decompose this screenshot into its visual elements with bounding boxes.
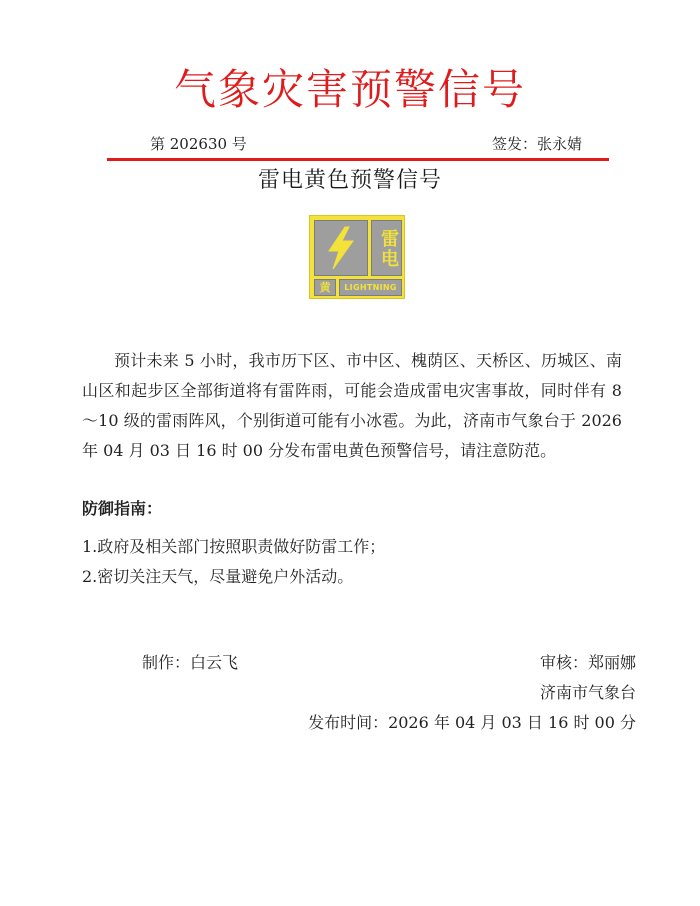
signer-line: 签发：张永婧 (491, 135, 582, 153)
icon-cn-label: 雷电 (371, 220, 402, 276)
document-title: 气象灾害预警信号 (173, 65, 526, 114)
guide-heading: 防御指南： (82, 499, 163, 518)
document-number: 第 202630 号 (150, 135, 247, 153)
guide-item: 1.政府及相关部门按照职责做好防雷工作； (82, 537, 386, 556)
icon-en-label: LIGHTNING (339, 279, 402, 296)
lightning-icon (321, 225, 361, 271)
bolt-panel (314, 220, 368, 276)
issue-time-line: 发布时间：2026 年 04 月 03 日 16 时 00 分 (308, 713, 636, 732)
guide-item: 2.密切关注天气，尽量避免户外活动。 (82, 567, 354, 586)
reviewer-line: 审核：郑丽娜 (539, 653, 636, 672)
signal-subtitle: 雷电黄色预警信号 (257, 168, 442, 193)
icon-level-label: 黄 (314, 279, 336, 296)
issuer-line: 济南市气象台 (539, 683, 636, 702)
maker-line: 制作：白云飞 (142, 653, 239, 672)
warning-body-paragraph: 预计未来 5 小时，我市历下区、市中区、槐荫区、天桥区、历城区、南山区和起步区全部街道将有雷阵雨，可能会造成雷电灾害事故，同时伴有 8～10 级的雷雨阵风，个别街道可能有小冰雹。为此，济南市气象台于 2026 年 04 月 03 日 16 时 00 分发布雷电黄色预警信号，请注意防范。 (82, 351, 622, 460)
red-divider (107, 158, 609, 161)
lightning-warning-icon (309, 215, 405, 299)
guide-list (82, 532, 622, 592)
